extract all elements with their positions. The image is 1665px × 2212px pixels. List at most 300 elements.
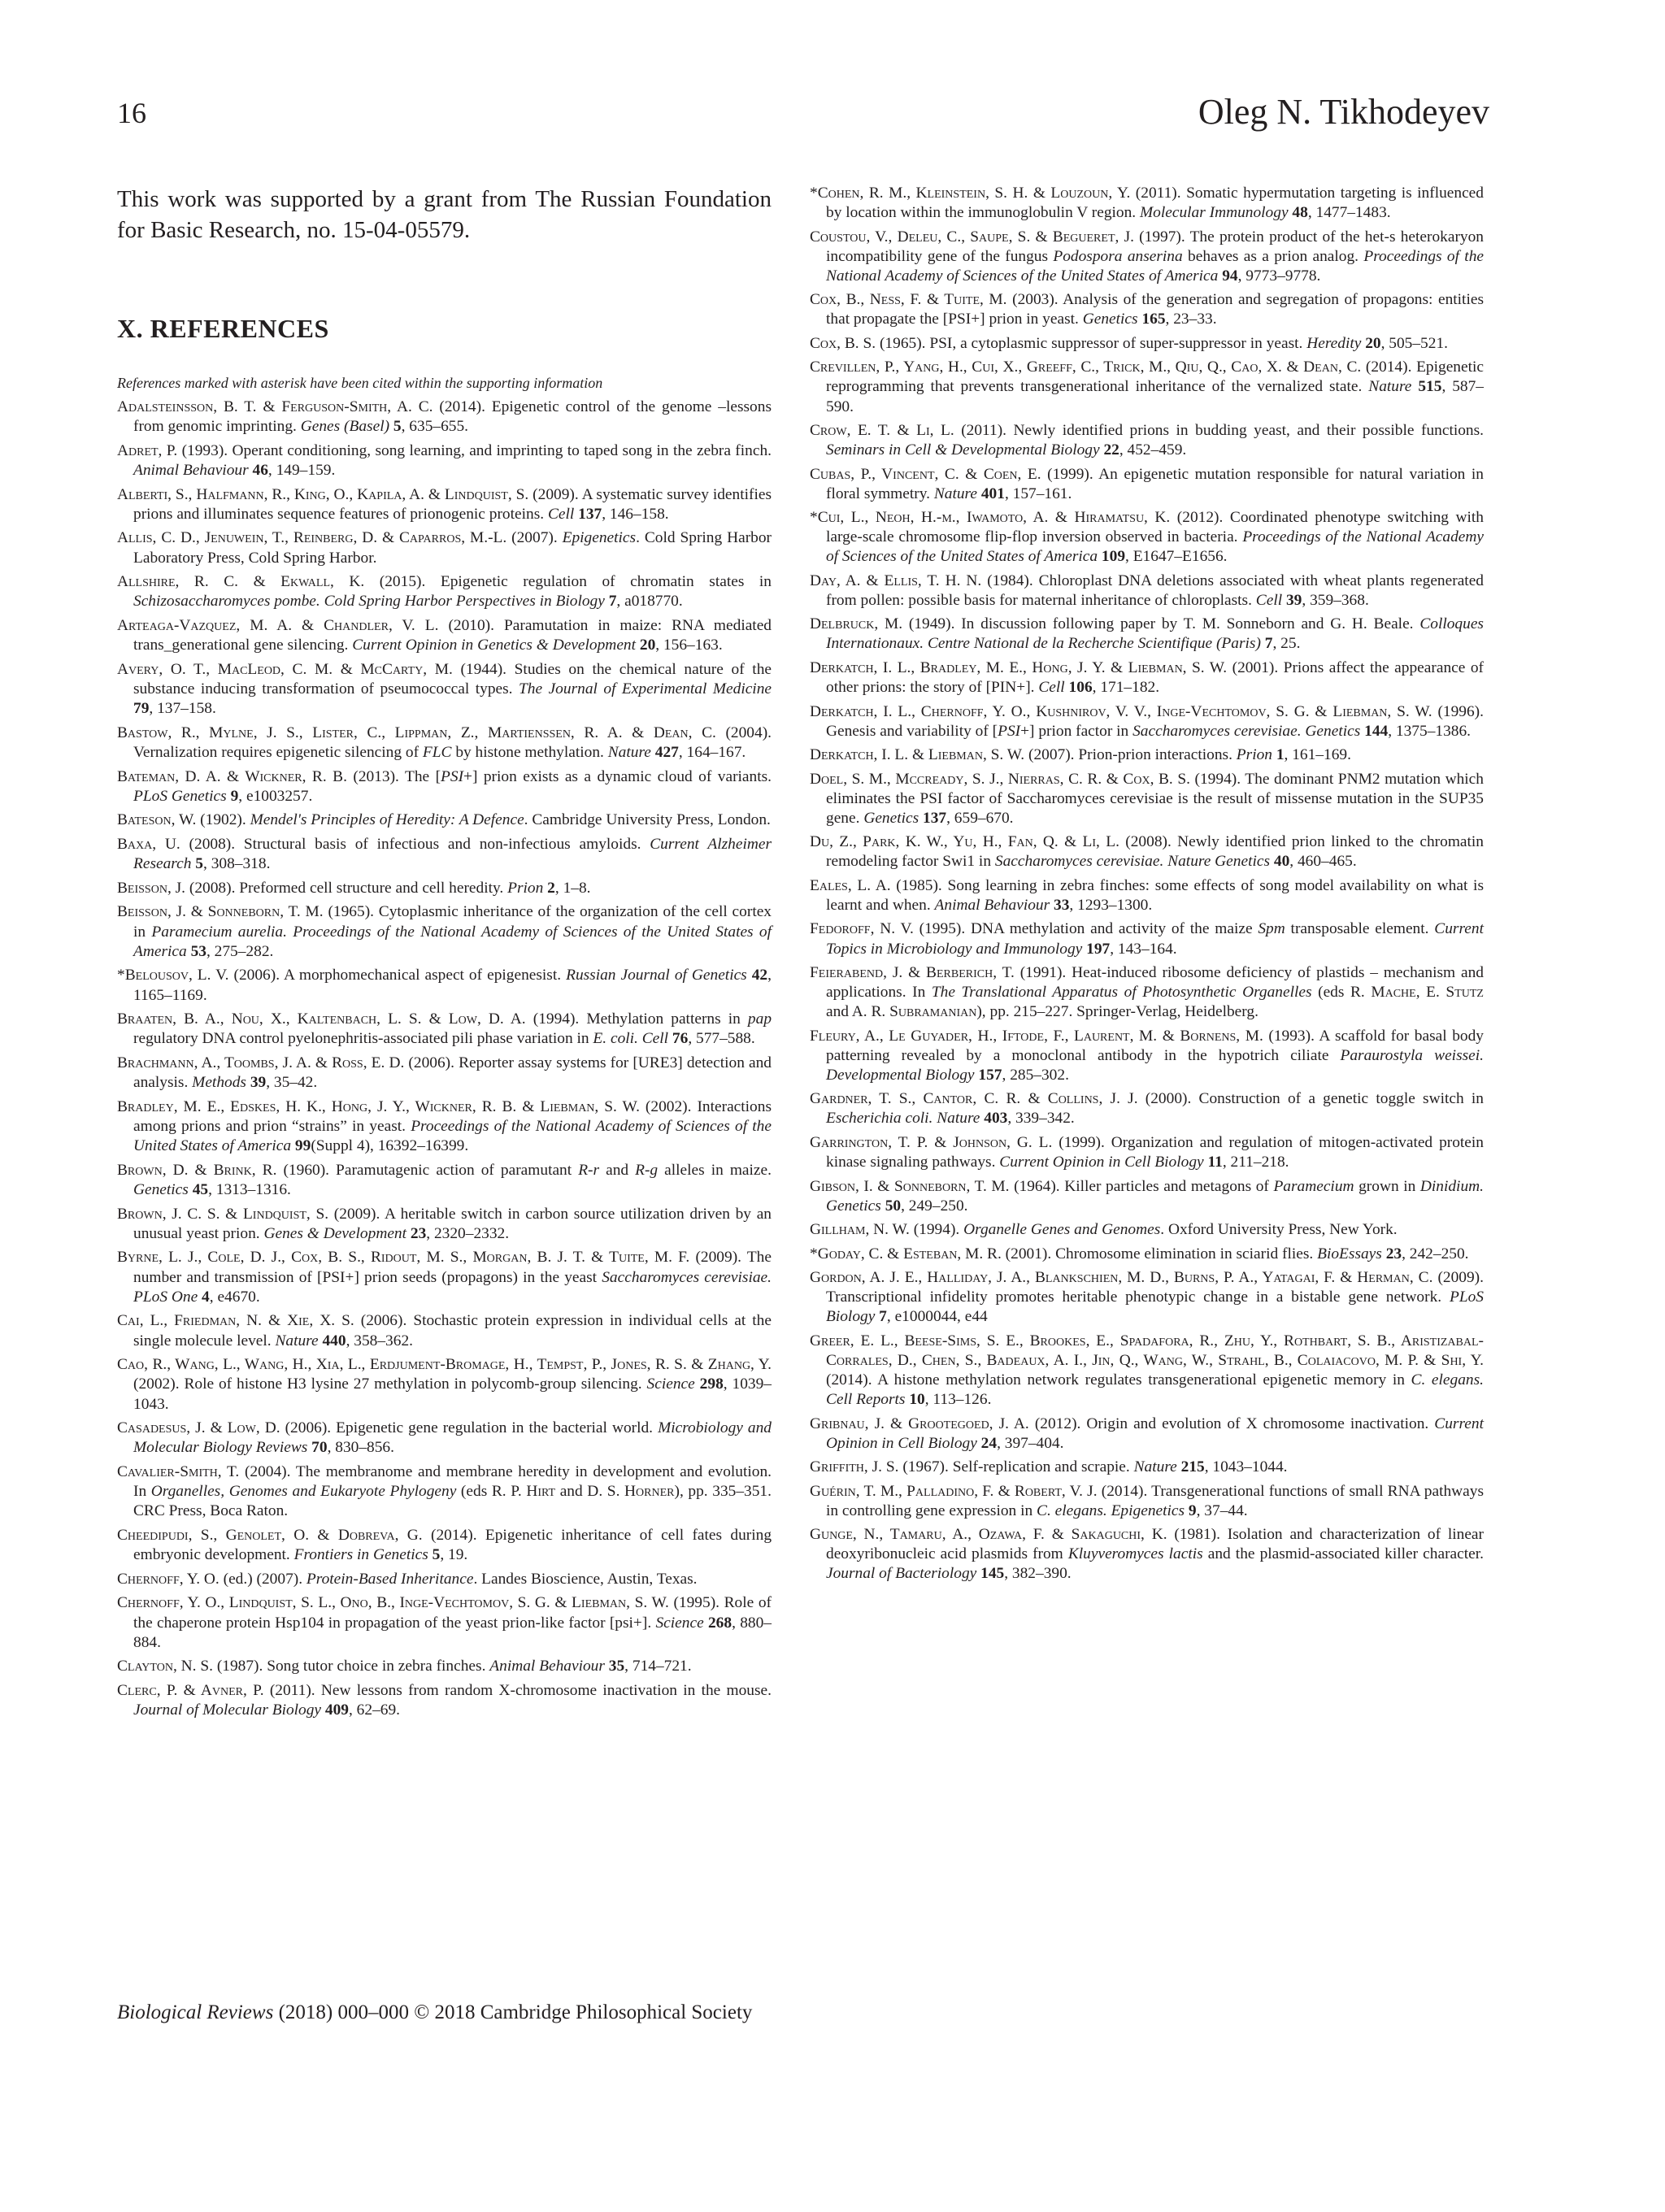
reference-volume: 46 [252, 462, 268, 479]
reference-text: (ed.) (2007). [219, 1570, 306, 1588]
reference-text: , 1–8. [554, 879, 591, 897]
reference-text: , 587–590. [826, 378, 1484, 415]
reference-text: (2002). Role of histone H3 lysine 27 methylation in polycomb-group silencing. [133, 1375, 647, 1393]
reference-entry [810, 465, 1484, 504]
reference-text: behaves as a prion analog. [1182, 247, 1364, 265]
reference-authors: Cox, B. S. [810, 334, 876, 352]
reference-volume: 76 [672, 1030, 689, 1048]
reference-entry [117, 528, 772, 567]
reference-text: ), pp. 215–227. Springer-Verlag, Heidelberg. [976, 1003, 1259, 1021]
reference-text: (1981). Isolation and characterization of linear deoxyribonucleic acid plasmids from [826, 1526, 1484, 1563]
reference-authors: Cohen, R. M., Kleinstein, S. H. & Louzoun, Y. [817, 185, 1131, 202]
reference-volume: 23 [410, 1224, 427, 1242]
reference-entry [117, 660, 772, 719]
reference-text: (2012). Origin and evolution of X chromosome inactivation. [1028, 1415, 1435, 1432]
reference-authors: Cui, L., Neoh, H.-m., Iwamoto, A. & Hiramatsu, K. [817, 509, 1171, 527]
reference-entry [810, 963, 1484, 1022]
reference-text: , 23–33. [1165, 311, 1217, 328]
reference-volume: 50 [885, 1197, 902, 1215]
reference-authors: Cao, R., Wang, L., Wang, H., Xia, L., Erdjument-Bromage, H., Tempst, P., Jones, R. S. & Zhang, Y. [117, 1356, 772, 1374]
reference-authors: Bateman, D. A. & Wickner, R. B. [117, 767, 347, 785]
reference-text: * [810, 1245, 818, 1262]
reference-italic: Current Alzheimer Research [133, 835, 772, 873]
reference-authors: Gardner, T. S., Cantor, C. R. & Collins, J. J. [810, 1090, 1138, 1108]
reference-text: (Suppl 4), 16392–16399. [311, 1137, 469, 1155]
reference-volume: 20 [639, 637, 656, 654]
reference-text: , 157–161. [1004, 485, 1072, 502]
reference-italic: R-r [578, 1161, 600, 1179]
reference-text: and [599, 1161, 636, 1179]
reference-volume: 11 [1207, 1154, 1223, 1171]
reference-text: +] prion exists as a dynamic cloud of variants. [463, 767, 772, 785]
reference-authors: Gunge, N., Tamaru, A., Ozawa, F. & Sakaguchi, K. [810, 1526, 1167, 1544]
reference-volume: 39 [250, 1074, 267, 1092]
reference-text: (2014). Epigenetic reprogramming that prevents transgenerational inheritance of the vernalized state. [826, 359, 1484, 396]
reference-text: , 211–218. [1222, 1154, 1289, 1171]
reference-text: . Cold Spring Harbor Laboratory Press, Cold Spring Harbor. [133, 529, 772, 567]
reference-text: , 308–318. [203, 855, 271, 873]
reference-text: (1999). An epigenetic mutation responsible for natural variation in floral symmetry. [826, 465, 1484, 502]
reference-authors: Derkatch, I. L. & Liebman, S. W. [810, 746, 1025, 764]
page-number: 16 [117, 97, 146, 129]
reference-text: (2011). Newly identified prions in budding yeast, and their possible functions. [954, 421, 1485, 439]
reference-text: (1960). Paramutagenic action of paramutant [276, 1161, 579, 1179]
reference-text: , 339–342. [1007, 1110, 1075, 1128]
reference-text: , 830–856. [327, 1439, 394, 1457]
reference-entry [117, 1311, 772, 1350]
reference-text: , 164–167. [678, 743, 746, 761]
reference-text: (2006). Epigenetic gene regulation in the bacterial world. [280, 1419, 659, 1437]
reference-italic: Seminars in Cell & Developmental Biology [826, 441, 1100, 459]
reference-entry [117, 879, 772, 898]
reference-authors: Horner [624, 1483, 675, 1501]
left-column [117, 184, 772, 1725]
reference-entry [810, 571, 1484, 611]
reference-text: (1902). [196, 811, 250, 829]
reference-text: (2008). Structural basis of infectious and non-infectious amyloids. [180, 835, 650, 853]
reference-italic: Nature [607, 743, 651, 761]
reference-text: and A. R. [826, 1003, 890, 1021]
reference-volume: 94 [1222, 267, 1238, 285]
reference-entry [810, 658, 1484, 697]
reference-entry [810, 919, 1484, 958]
reference-text: , 62–69. [348, 1701, 401, 1719]
reference-volume: 401 [980, 485, 1005, 502]
reference-entry [810, 1133, 1484, 1172]
reference-italic: C. elegans. Cell Reports [826, 1371, 1484, 1409]
reference-volume: 70 [311, 1439, 328, 1457]
reference-text: (2003). Analysis of the generation and segregation of propagons: entities that propagate the [PSI+] prion in yeast. [826, 291, 1484, 328]
reference-italic: Science [646, 1375, 695, 1393]
reference-text: (1984). Chloroplast DNA deletions associated with wheat plants regenerated from pollen: possible basis for maternal inheritance of chloroplasts. [826, 571, 1484, 609]
reference-italic: PSI [441, 767, 464, 785]
reference-italic: Nature [1368, 378, 1412, 396]
reference-text: (1967). Self-replication and scrapie. [898, 1458, 1134, 1476]
reference-italic: Dinidium. Genetics [826, 1177, 1484, 1215]
reference-volume: 9 [1188, 1501, 1197, 1519]
reference-entry [810, 358, 1484, 416]
reference-authors: Belousov, L. V. [124, 967, 229, 984]
reference-italic: PLoS Biology [826, 1289, 1484, 1326]
reference-volume: 144 [1364, 722, 1389, 740]
reference-italic: Cell [1255, 591, 1283, 609]
reference-text: (2010). Paramutation in maize: RNA mediated trans_generational gene silencing. [133, 616, 772, 654]
reference-text: (2007). Prion-prion interactions. [1024, 746, 1237, 764]
reference-text: (1994). The dominant PNM2 mutation which eliminates the PSI factor of Saccharomyces cerevisiae is the result of missense mutation in the SUP35 gene. [826, 770, 1484, 827]
reference-authors: Cheedipudi, S., Genolet, O. & Dobreva, G. [117, 1526, 423, 1544]
reference-text: (1994). [909, 1221, 964, 1239]
reference-authors: Allis, C. D., Jenuwein, T., Reinberg, D. & Caparros, M.-L. [117, 529, 507, 547]
reference-text: and D. S. [555, 1483, 625, 1501]
reference-text: * [810, 185, 818, 202]
reference-italic: Russian Journal of Genetics [566, 967, 747, 984]
reference-italic: pap [747, 1010, 772, 1028]
reference-italic: Current Topics in Microbiology and Immunology [826, 920, 1484, 958]
reference-volume: 2 [547, 879, 555, 897]
reference-text: , 452–459. [1119, 441, 1187, 459]
reference-italic: Prion [507, 879, 544, 897]
reference-authors: Greer, E. L., Beese-Sims, S. E., Brookes, E., Spadafora, R., Zhu, Y., Rothbart, S. B., Aristizabal-Corrales, D., Chen, S., Badeaux, A. I., Jin, Q., Wang, W., Strahl, B., Colaiacovo, M. P. & Shi, Y. [810, 1332, 1484, 1369]
reference-entry [117, 441, 772, 480]
reference-volume: 403 [984, 1110, 1008, 1128]
reference-text: , 1043–1044. [1204, 1458, 1288, 1476]
reference-italic: Proceedings of the National Academy of Sciences of the United States of America [133, 1117, 772, 1155]
reference-authors: Eales, L. A. [810, 876, 891, 894]
reference-italic: Animal Behaviour [489, 1658, 605, 1675]
reference-text: , 397–404. [997, 1434, 1064, 1452]
reference-volume: 23 [1385, 1245, 1402, 1262]
reference-volume: 1 [1276, 746, 1285, 764]
reference-entry [810, 1332, 1484, 1410]
reference-entry [810, 1089, 1484, 1128]
reference-text: W. (2002). Interactions among prions and prion “strains” in yeast. [133, 1097, 772, 1135]
reference-volume: 145 [980, 1565, 1005, 1583]
reference-text: (eds R. [1311, 984, 1372, 1002]
reference-entry [117, 724, 772, 763]
reference-text: (1949). In discussion following paper by T. M. Sonneborn and G. H. Beale. [902, 615, 1420, 633]
reference-authors: Derkatch, I. L., Chernoff, Y. O., Kushnirov, V. V., Inge-Vechtomov, S. G. & Liebman, S. W. [810, 702, 1432, 720]
reference-authors: Gillham, N. W. [810, 1221, 910, 1239]
reference-italic: Nature [275, 1332, 319, 1349]
reference-entry [117, 1681, 772, 1720]
reference-italic: The Translational Apparatus of Photosynthetic Organelles [931, 984, 1312, 1002]
reference-text: , 249–250. [901, 1197, 968, 1215]
reference-entry [810, 876, 1484, 915]
reference-text: and the plasmid-associated killer character. [1202, 1545, 1484, 1563]
reference-italic: Mendel's Principles of Heredity: A Defence [250, 811, 524, 829]
reference-volume: 7 [1264, 635, 1273, 653]
reference-italic: Animal Behaviour [133, 462, 249, 479]
reference-entry [810, 421, 1484, 460]
reference-entry [810, 184, 1484, 223]
reference-text: , 143–164. [1110, 940, 1177, 958]
reference-italic: Nature [1133, 1458, 1177, 1476]
reference-text: (2007). [506, 529, 563, 547]
reference-entry [810, 745, 1484, 765]
reference-text: * [810, 509, 818, 527]
reference-authors: Baxa, U. [117, 835, 180, 853]
reference-entry [810, 1458, 1484, 1477]
reference-text: +] prion factor in [1020, 722, 1133, 740]
reference-authors: Bateson, W. [117, 811, 197, 829]
reference-volume: 109 [1101, 548, 1126, 566]
reference-text: regulatory DNA control pyelonephritis-associated pili phase variation in [133, 1030, 593, 1048]
reference-italic: FLC [422, 743, 452, 761]
reference-volume: 409 [324, 1701, 349, 1719]
reference-text: (1965). Cytoplasmic inheritance of the organization of the cell cortex in [133, 903, 772, 941]
reference-volume: 515 [1418, 378, 1442, 396]
reference-text: , 2320–2332. [426, 1224, 510, 1242]
reference-italic: Organelles, Genomes and Eukaryote Phylogeny [150, 1483, 457, 1501]
reference-italic: BioEssays [1317, 1245, 1382, 1262]
reference-italic: Organelle Genes and Genomes [963, 1221, 1161, 1239]
reference-text: , 1293–1300. [1069, 896, 1153, 914]
reference-authors: Fedoroff, N. V. [810, 920, 914, 938]
reference-italic: Proceedings of the National Academy of Sciences of the United States of America [826, 247, 1484, 285]
reference-italic: Colloques Internationaux. Centre National de la Recherche Scientifique (Paris) [826, 615, 1484, 653]
reference-authors: Doel, S. M., Mccready, S. J., Nierras, C. R. & Cox, B. S. [810, 770, 1190, 788]
reference-text: , e1003257. [238, 787, 313, 805]
reference-authors: Chernoff, Y. O. [117, 1570, 220, 1588]
reference-italic: R-g [635, 1161, 659, 1179]
reference-entry [117, 1593, 772, 1653]
reference-authors: Braaten, B. A., Nou, X., Kaltenbach, L. S. & Low, D. A. [117, 1010, 526, 1028]
reference-italic: Molecular Immunology [1140, 204, 1289, 222]
reference-italic: Saccharomyces cerevisiae. PLoS One [133, 1268, 772, 1306]
reference-entry [810, 1245, 1484, 1264]
reference-text: , 35–42. [266, 1074, 318, 1092]
reference-entry [810, 702, 1484, 741]
reference-text: , 9773–9778. [1237, 267, 1321, 285]
reference-text: , a018770. [616, 593, 683, 611]
reference-text: (2001). Prions affect the appearance of other prions: the story of [PIN+]. [826, 658, 1484, 697]
reference-italic: Genes & Development [263, 1224, 407, 1242]
reference-text: , 1039–1043. [133, 1375, 772, 1413]
reference-text: , 275–282. [206, 942, 274, 960]
reference-italic: Protein-Based Inheritance [306, 1570, 474, 1588]
reference-entry [810, 615, 1484, 654]
reference-entry [117, 1205, 772, 1244]
reference-text: (1997). The protein product of the het-s heterokaryon incompatibility gene of the fungus [826, 228, 1485, 265]
reference-text: (1995). DNA methylation and activity of the maize [913, 920, 1259, 938]
reference-entry [117, 1657, 772, 1676]
reference-entry [810, 832, 1484, 871]
reference-text: , 635–655. [401, 418, 469, 436]
reference-text: (2011). New lessons from random X-chromosome inactivation in the mouse. [263, 1681, 772, 1699]
reference-authors: Guérin, T. M., Palladino, F. & Robert, V. J. [810, 1482, 1098, 1500]
reference-volume: 39 [1285, 591, 1302, 609]
reference-volume: 427 [654, 743, 679, 761]
reference-authors: Cavalier-Smith, T. [117, 1462, 240, 1480]
reference-authors: Gibson, I. & Sonneborn, T. M. [810, 1177, 1010, 1195]
reference-text: (2009). A systematic survey identifies prions and illuminates sequence features of prionogenic proteins. [133, 485, 772, 523]
reference-text: , 19. [440, 1546, 468, 1564]
reference-authors: Adalsteinsson, B. T. & Ferguson-Smith, A. C. [117, 398, 433, 415]
reference-authors: Cox, B., Ness, F. & Tuite, M. [810, 291, 1007, 309]
reference-text: (1985). Song learning in zebra finches: some effects of song model availability on what is learnt and when. [826, 876, 1484, 914]
reference-text: (2006). Reporter assay systems for [URE3] detection and analysis. [133, 1054, 772, 1092]
reference-authors: Byrne, L. J., Cole, D. J., Cox, B. S., Ridout, M. S., Morgan, B. J. T. & Tuite, [117, 1249, 649, 1267]
reference-text: (1965). PSI, a cytoplasmic suppressor of super-suppressor in yeast. [876, 334, 1307, 352]
reference-authors: Clerc, P. & Avner, P. [117, 1681, 264, 1699]
reference-authors: Beisson, J. & Sonneborn, T. M. [117, 903, 324, 921]
reference-text: ), pp. 335–351. CRC Press, Boca Raton. [133, 1483, 772, 1520]
reference-authors: Chernoff, Y. O., Lindquist, S. L., Ono, B., Inge-Vechtomov, S. G. & Liebman, [117, 1594, 630, 1612]
reference-text: , 358–362. [346, 1332, 413, 1349]
reference-italic: C. elegans. Epigenetics [1037, 1501, 1185, 1519]
reference-authors: Gribnau, J. & Grootegoed, J. A. [810, 1415, 1029, 1432]
reference-volume: 42 [751, 967, 768, 984]
reference-italic: Journal of Bacteriology [826, 1565, 977, 1583]
reference-entry [810, 1415, 1484, 1454]
reference-volume: 45 [192, 1180, 209, 1198]
reference-text: , 171–182. [1092, 679, 1160, 697]
reference-text: , 1477–1483. [1307, 204, 1391, 222]
reference-italic: Current Opinion in Genetics & Development [352, 637, 637, 654]
reference-entry [810, 1177, 1484, 1216]
reference-volume: 5 [393, 418, 402, 436]
reference-text: (eds R. P. [456, 1483, 527, 1501]
reference-list-left [117, 398, 772, 1720]
running-head-author: Oleg N. Tikhodeyev [1198, 92, 1489, 132]
reference-volume: 9 [230, 787, 239, 805]
reference-italic: PSI [998, 722, 1021, 740]
reference-volume: 106 [1068, 679, 1093, 697]
reference-text: (1996). Genesis and variability of [ [826, 702, 1484, 740]
reference-authors: Cai, L., Friedman, N. & Xie, X. S. [117, 1312, 354, 1330]
reference-volume: 4 [202, 1288, 210, 1306]
reference-authors: Derkatch, I. L., Bradley, M. E., Hong, J. Y. & Liebman, S. W. [810, 658, 1228, 676]
references-note: References marked with asterisk have been cited within the supporting information [117, 375, 603, 391]
reference-text: , 714–721. [624, 1658, 692, 1675]
reference-volume: 5 [195, 855, 203, 873]
reference-entry [810, 334, 1484, 354]
reference-authors: Delbruck, M. [810, 615, 903, 633]
reference-entry [117, 1419, 772, 1458]
references-heading: X. REFERENCES [117, 314, 329, 343]
reference-text: transposable element. [1285, 920, 1435, 938]
reference-text: alleles in maize. [658, 1161, 772, 1179]
reference-italic: Escherichia coli. Nature [826, 1110, 980, 1128]
reference-italic: Heredity [1306, 334, 1362, 352]
reference-italic: Genetics [863, 809, 919, 827]
reference-text: , 880–884. [133, 1614, 772, 1651]
reference-volume: 40 [1273, 853, 1290, 871]
reference-text: , e1000044, e44 [886, 1308, 988, 1326]
reference-entry [810, 228, 1484, 286]
reference-volume: 137 [923, 809, 947, 827]
reference-text: * [117, 967, 125, 984]
reference-italic: Animal Behaviour [934, 896, 1050, 914]
reference-authors: Stutz [1445, 984, 1484, 1002]
reference-volume: 5 [432, 1546, 441, 1564]
reference-italic: Paramecium aurelia. Proceedings of the National Academy of Sciences of the United States of America [133, 923, 772, 960]
reference-text: , 113–126. [924, 1391, 992, 1409]
reference-text: (2015). Epigenetic regulation of chromatin states in [364, 573, 772, 591]
reference-italic: Microbiology and Molecular Biology Reviews [133, 1419, 772, 1457]
reference-entry [117, 616, 772, 655]
reference-text: by histone methylation. [451, 743, 608, 761]
reference-authors: Adret, P. [117, 441, 178, 459]
reference-authors: Brachmann, A., Toombs, J. A. & Ross, E. D. [117, 1054, 405, 1071]
reference-authors: Gordon, A. J. E., Halliday, J. A., Blankschien, M. D., Burns, P. A., Yatagai, F. & Herman, C. [810, 1269, 1433, 1287]
reference-text: , 37–44. [1196, 1501, 1248, 1519]
reference-authors: Griffith, J. S. [810, 1458, 899, 1476]
reference-italic: Journal of Molecular Biology [133, 1701, 322, 1719]
reference-italic: Genetics [133, 1180, 189, 1198]
reference-entry [117, 835, 772, 874]
reference-italic: Methods [192, 1074, 246, 1092]
right-column [810, 184, 1484, 1588]
reference-text: , 577–588. [688, 1030, 755, 1048]
reference-volume: 79 [133, 700, 150, 718]
reference-text: (2009). Transcriptional infidelity promotes heritable phenotypic change in a bistable gene network. [826, 1269, 1484, 1306]
reference-entry [810, 1220, 1484, 1240]
reference-authors: Brown, D. & Brink, R. [117, 1161, 277, 1179]
reference-entry [117, 1161, 772, 1200]
reference-volume: 53 [190, 942, 206, 960]
reference-entry [117, 572, 772, 611]
reference-authors: Clayton, N. S. [117, 1658, 213, 1675]
reference-volume: 20 [1365, 334, 1381, 352]
reference-text: , 137–158. [149, 700, 216, 718]
reference-volume: 7 [608, 593, 617, 611]
reference-volume: 197 [1086, 940, 1111, 958]
reference-volume: 48 [1292, 204, 1308, 222]
reference-italic: The Journal of Experimental Medicine [519, 680, 772, 697]
reference-entry [810, 508, 1484, 567]
reference-text: (2011). Somatic hypermutation targeting is influenced by location within the immunoglobulin V region. [826, 185, 1484, 222]
reference-entry [117, 902, 772, 962]
reference-text: , 460–465. [1289, 853, 1357, 871]
reference-authors: Feierabend, J. & Berberich, T. [810, 964, 1015, 982]
reference-entry [117, 966, 772, 1005]
reference-entry [810, 1268, 1484, 1327]
reference-entry [117, 485, 772, 524]
reference-text: , 1165–1169. [133, 967, 772, 1004]
reference-entry [810, 770, 1484, 828]
reference-authors: Beisson, J. [117, 879, 186, 897]
reference-authors: Fleury, A., Le Guyader, H., Iftode, F., Laurent, M. & Bornens, M. [810, 1027, 1263, 1045]
reference-authors: Coustou, V., Deleu, C., Saupe, S. & Begueret, J. [810, 228, 1134, 246]
reference-authors: Goday, C. & Esteban, M. R. [817, 1245, 1002, 1262]
reference-text: , 359–368. [1302, 591, 1369, 609]
reference-volume: 24 [980, 1434, 998, 1452]
reference-text: grown in [1354, 1177, 1420, 1195]
reference-text: (1964). Killer particles and metagons of [1009, 1177, 1274, 1195]
reference-italic: Current Opinion in Cell Biology [826, 1415, 1484, 1452]
reference-text: , E. [1415, 984, 1446, 1002]
reference-entry [117, 1054, 772, 1093]
reference-entry [117, 398, 772, 437]
reference-entry [117, 767, 772, 806]
reference-authors: Garrington, T. P. & Johnson, G. L. [810, 1133, 1053, 1151]
reference-authors: Mache [1371, 984, 1416, 1002]
reference-authors: Subramanian [889, 1003, 977, 1021]
reference-volume: 298 [699, 1375, 724, 1393]
reference-volume: 99 [294, 1137, 311, 1155]
reference-text: (2013). The [ [346, 767, 441, 785]
reference-text: (2008). Newly identified prion linked to the chromatin remodeling factor Swi1 in [826, 833, 1484, 871]
reference-volume: 33 [1054, 896, 1070, 914]
reference-text: , 285–302. [1002, 1066, 1069, 1084]
footer-journal: Biological Reviews [117, 2001, 274, 2023]
reference-authors: Avery, O. T., MacLeod, C. M. & McCarty, M. [117, 660, 453, 678]
reference-authors: Cubas, P., Vincent, C. & Coen, E. [810, 465, 1041, 483]
reference-text: M. F. (2009). The number and transmission of [PSI+] prion seeds (propagons) in the yeast [133, 1249, 772, 1286]
reference-italic: Genetics [1082, 311, 1138, 328]
reference-text: , e4670. [209, 1288, 260, 1306]
